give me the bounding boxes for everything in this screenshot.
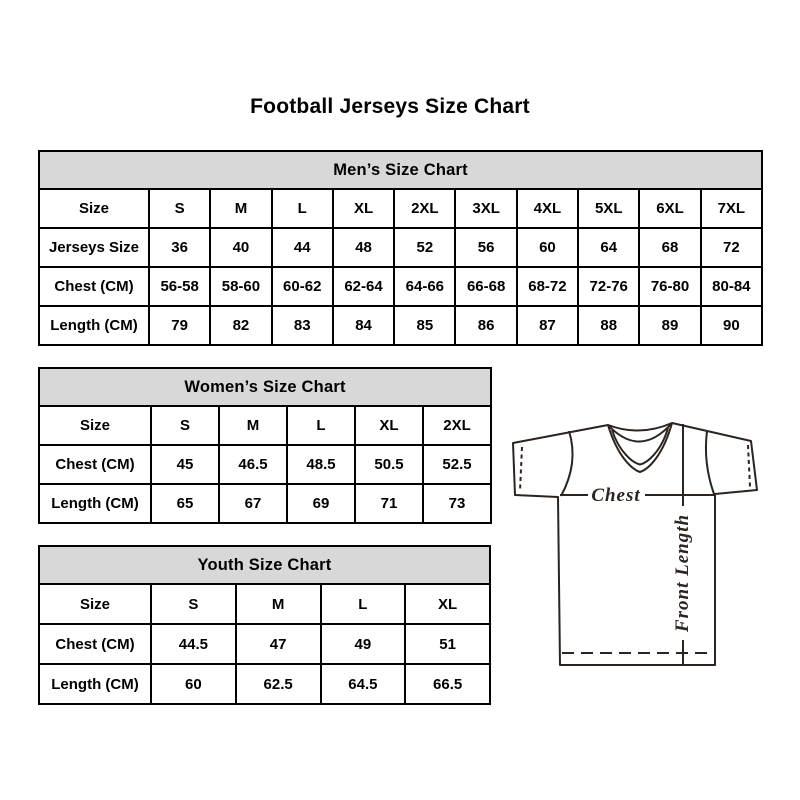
cell-value: 65 — [151, 484, 219, 523]
cell-value: 52.5 — [423, 445, 491, 484]
cell-value: M — [219, 406, 287, 445]
cell-value: XL — [333, 189, 394, 228]
table-row — [39, 189, 762, 228]
cell-value: 36 — [149, 228, 210, 267]
cell-value: 49 — [321, 624, 406, 664]
cell-value: 83 — [272, 306, 333, 345]
table-row — [39, 584, 490, 624]
chest-label: Chest — [591, 485, 641, 506]
cell-value: XL — [355, 406, 423, 445]
cell-value: 88 — [578, 306, 639, 345]
row-label: Size — [39, 189, 149, 228]
cell-value: 4XL — [517, 189, 578, 228]
cell-value: 68 — [639, 228, 700, 267]
mens-table-title: Men’s Size Chart — [39, 151, 762, 189]
row-label: Size — [39, 406, 151, 445]
cell-value: 5XL — [578, 189, 639, 228]
cell-value: 62-64 — [333, 267, 394, 306]
right-armhole-seam — [706, 431, 714, 494]
cell-value: 40 — [210, 228, 271, 267]
cell-value: 69 — [287, 484, 355, 523]
table-row — [39, 306, 762, 345]
cell-value: 60-62 — [272, 267, 333, 306]
table-row — [39, 406, 491, 445]
cell-value: 80-84 — [701, 267, 762, 306]
cell-value: 84 — [333, 306, 394, 345]
womens-size-table — [38, 367, 492, 524]
cell-value: 3XL — [455, 189, 516, 228]
mens-size-table — [38, 150, 763, 346]
cell-value: L — [287, 406, 355, 445]
cell-value: 2XL — [423, 406, 491, 445]
cell-value: 72-76 — [578, 267, 639, 306]
cell-value: L — [272, 189, 333, 228]
row-label: Chest (CM) — [39, 445, 151, 484]
cell-value: 73 — [423, 484, 491, 523]
front-length-label: Front Length — [672, 513, 693, 633]
cell-value: 64.5 — [321, 664, 406, 704]
cell-value: 52 — [394, 228, 455, 267]
cell-value: S — [151, 406, 219, 445]
cell-value: 66-68 — [455, 267, 516, 306]
cell-value: 64-66 — [394, 267, 455, 306]
cell-value: 79 — [149, 306, 210, 345]
cell-value: S — [151, 584, 236, 624]
cell-value: 60 — [517, 228, 578, 267]
table-row — [39, 664, 490, 704]
cell-value: S — [149, 189, 210, 228]
cell-value: 48 — [333, 228, 394, 267]
cell-value: 56-58 — [149, 267, 210, 306]
cell-value: 51 — [405, 624, 490, 664]
cell-value: 48.5 — [287, 445, 355, 484]
cell-value: 44.5 — [151, 624, 236, 664]
cell-value: 85 — [394, 306, 455, 345]
table-header-row — [39, 151, 762, 189]
cell-value: 64 — [578, 228, 639, 267]
table-row — [39, 624, 490, 664]
row-label: Size — [39, 584, 151, 624]
table-row — [39, 228, 762, 267]
cell-value: 44 — [272, 228, 333, 267]
cell-value: 72 — [701, 228, 762, 267]
cell-value: 7XL — [701, 189, 762, 228]
cell-value: 62.5 — [236, 664, 321, 704]
cell-value: 82 — [210, 306, 271, 345]
page-title: Football Jerseys Size Chart — [250, 95, 530, 118]
cell-value: 2XL — [394, 189, 455, 228]
cell-value: 47 — [236, 624, 321, 664]
cell-value: XL — [405, 584, 490, 624]
table-header-row — [39, 368, 491, 406]
right-cuff-stitch-line — [748, 445, 750, 487]
youth-table-title: Youth Size Chart — [39, 546, 490, 584]
cell-value: 46.5 — [219, 445, 287, 484]
cell-value: 67 — [219, 484, 287, 523]
cell-value: M — [236, 584, 321, 624]
cell-value: 68-72 — [517, 267, 578, 306]
cell-value: M — [210, 189, 271, 228]
cell-value: 66.5 — [405, 664, 490, 704]
youth-size-table — [38, 545, 491, 705]
table-row — [39, 484, 491, 523]
cell-value: L — [321, 584, 406, 624]
row-label: Chest (CM) — [39, 624, 151, 664]
cell-value: 58-60 — [210, 267, 271, 306]
jersey-measurement-diagram — [505, 407, 773, 675]
table-header-row — [39, 546, 490, 584]
left-armhole-seam — [561, 431, 573, 496]
cell-value: 89 — [639, 306, 700, 345]
table-row — [39, 267, 762, 306]
table-row — [39, 445, 491, 484]
cell-value: 71 — [355, 484, 423, 523]
cell-value: 90 — [701, 306, 762, 345]
row-label: Length (CM) — [39, 306, 149, 345]
cell-value: 76-80 — [639, 267, 700, 306]
row-label: Length (CM) — [39, 664, 151, 704]
cell-value: 45 — [151, 445, 219, 484]
cell-value: 60 — [151, 664, 236, 704]
cell-value: 50.5 — [355, 445, 423, 484]
cell-value: 87 — [517, 306, 578, 345]
row-label: Chest (CM) — [39, 267, 149, 306]
row-label: Length (CM) — [39, 484, 151, 523]
cell-value: 86 — [455, 306, 516, 345]
left-cuff-stitch-line — [520, 447, 522, 491]
row-label: Jerseys Size — [39, 228, 149, 267]
womens-table-title: Women’s Size Chart — [39, 368, 491, 406]
cell-value: 56 — [455, 228, 516, 267]
jersey-outline-shape — [513, 423, 757, 665]
cell-value: 6XL — [639, 189, 700, 228]
